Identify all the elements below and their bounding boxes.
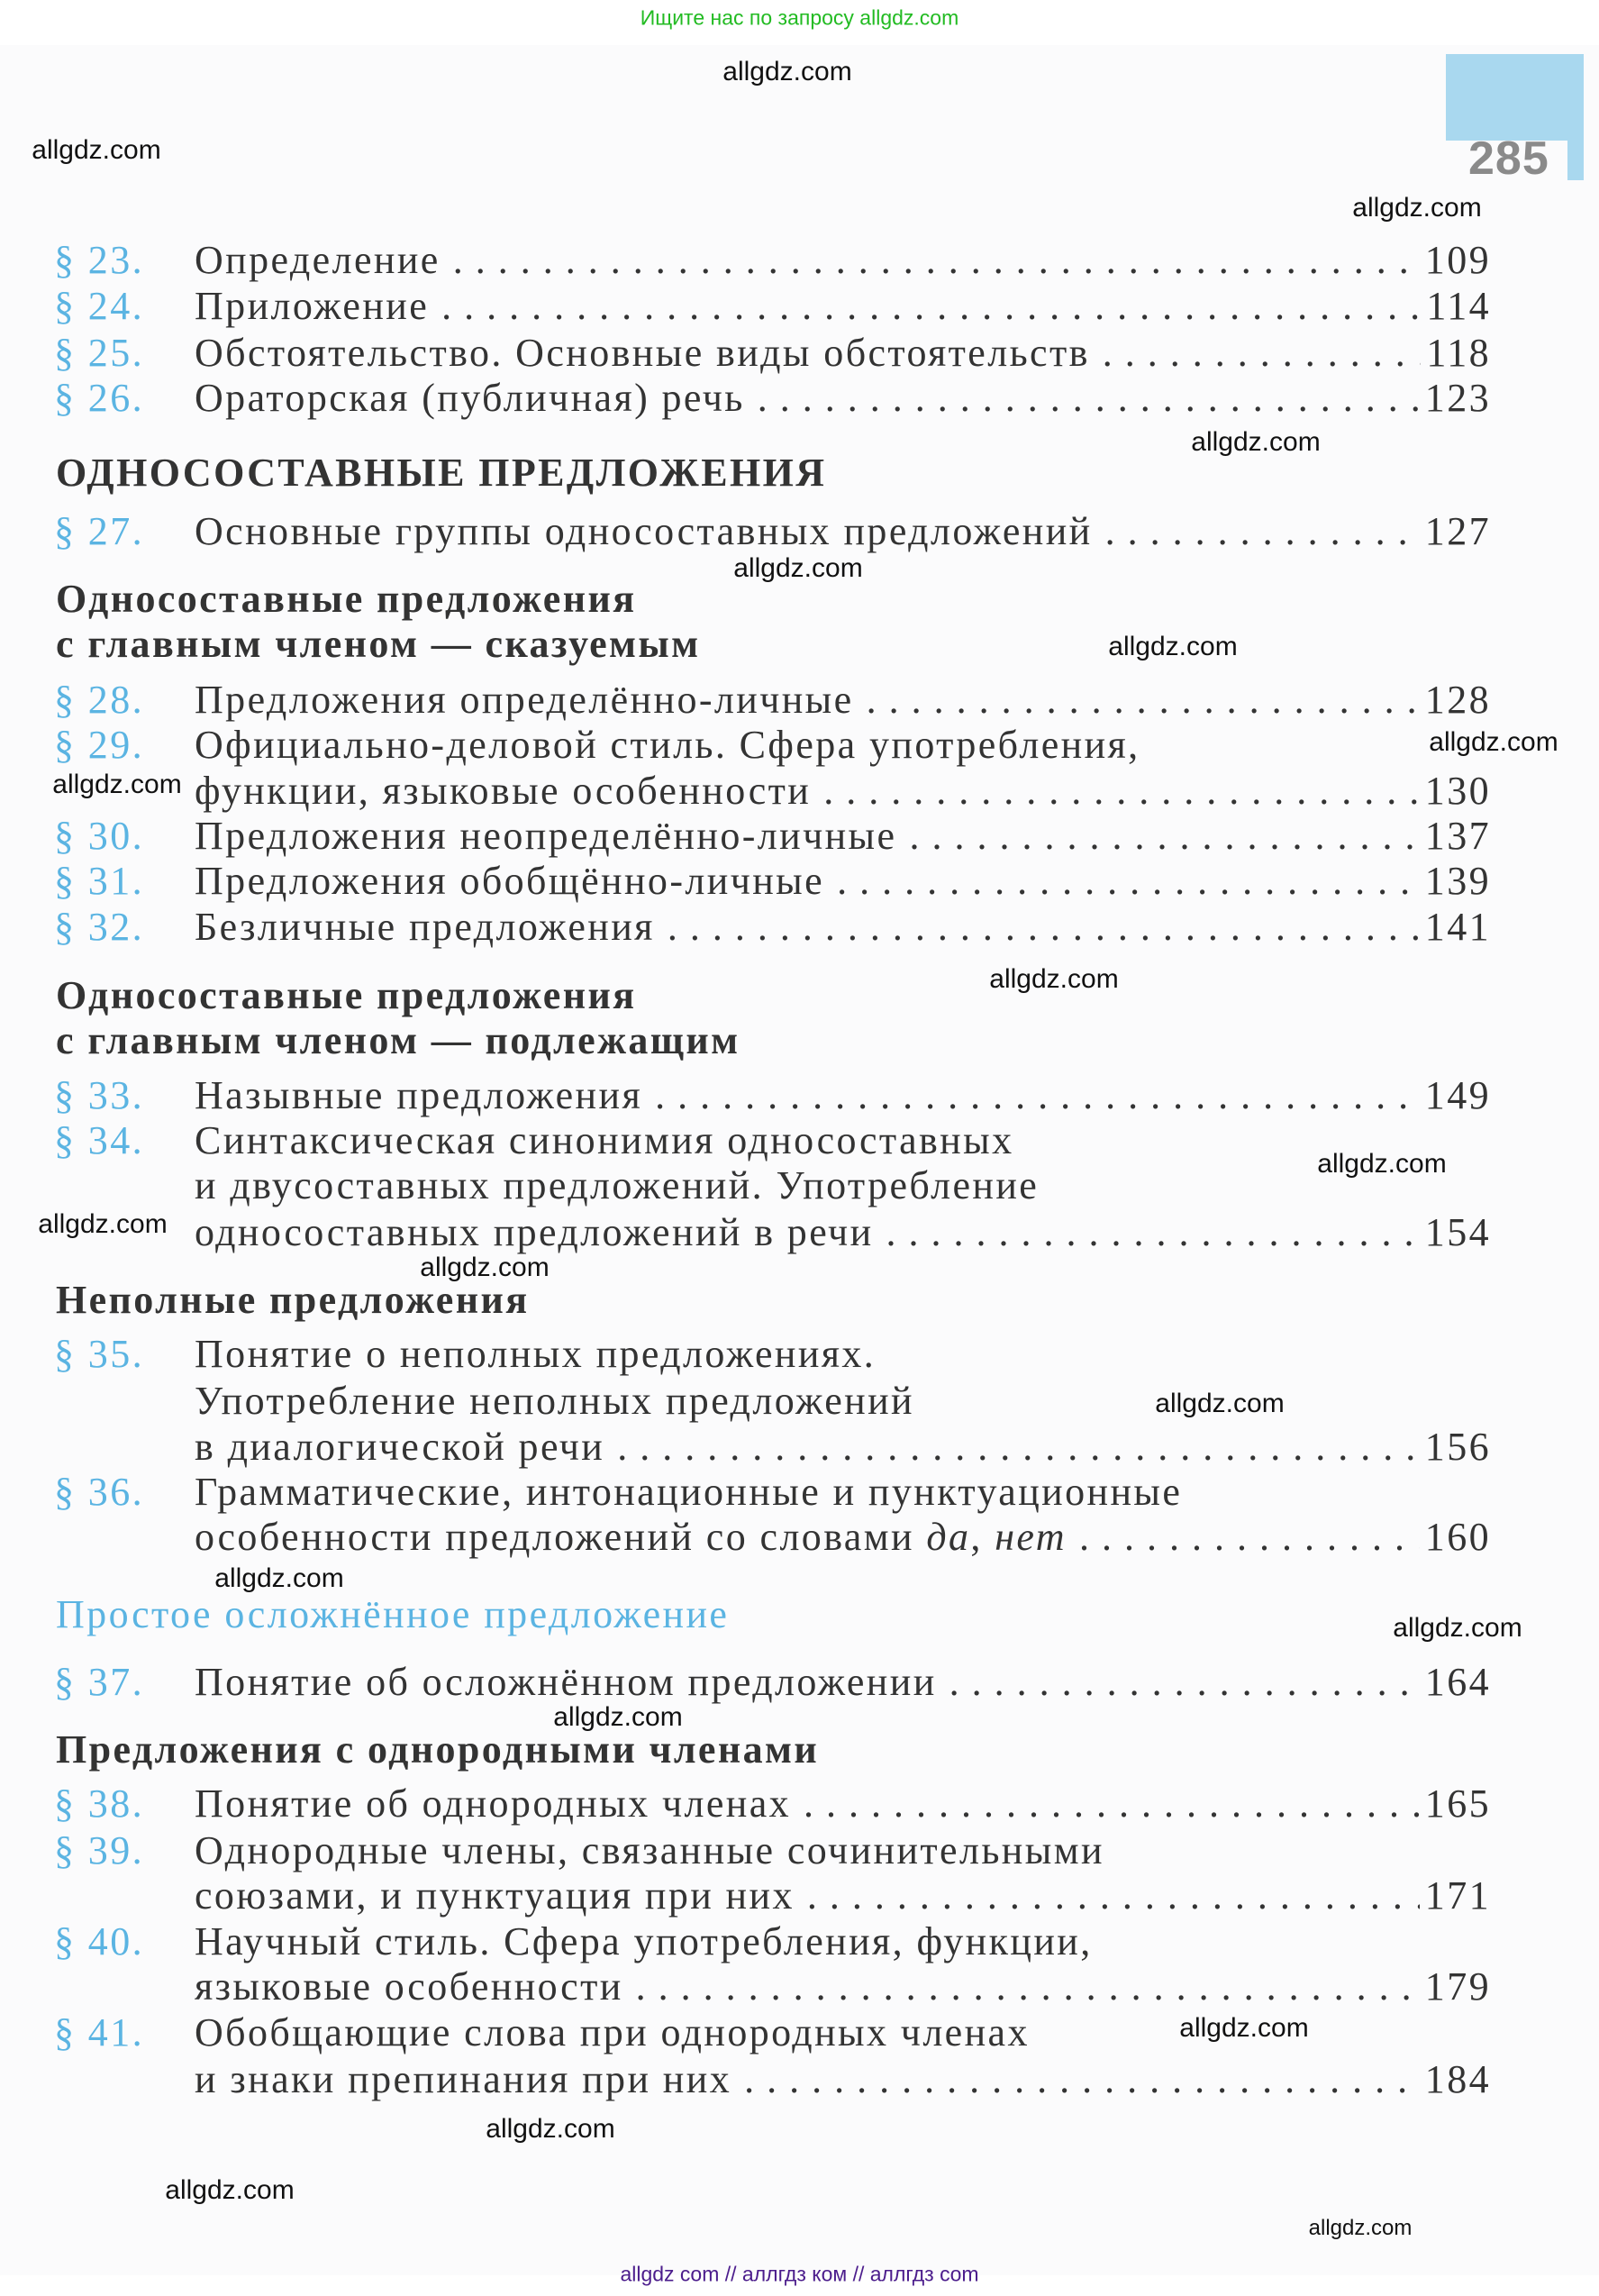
entry-text-line (195, 331, 1491, 376)
watermark-text: allgdz.com (1179, 2013, 1309, 2043)
dot-leader (949, 1660, 1420, 1705)
dot-leader (867, 678, 1420, 723)
toc-entry-line[interactable] (0, 723, 1599, 768)
toc-entry-line[interactable] (0, 1964, 1599, 2009)
toc-entry-line[interactable] (0, 1828, 1599, 1873)
toc-entry-line[interactable] (0, 1470, 1599, 1515)
toc-entry-line[interactable] (0, 769, 1599, 814)
subsection-heading (0, 622, 1599, 667)
entry-page-number[interactable]: 128 (1424, 678, 1491, 722)
entry-page-number[interactable]: 130 (1424, 769, 1491, 813)
heading-text: ОДНОСОСТАВНЫЕ ПРЕДЛОЖЕНИЯ (56, 451, 827, 495)
page-tab-strip (1567, 135, 1584, 180)
toc-entry-line[interactable] (0, 1210, 1599, 1255)
dot-leader (837, 859, 1420, 904)
toc-entry-line[interactable] (0, 678, 1599, 723)
paragraph-number: § 26. (54, 376, 144, 420)
watermark-text: allgdz.com (214, 1563, 344, 1593)
top-banner: Ищите нас по запросу allgdz.com (640, 5, 959, 30)
entry-page-number[interactable]: 179 (1424, 1964, 1491, 2009)
entry-title: Определение (195, 238, 441, 282)
entry-text-line (195, 1781, 1491, 1827)
heading-text: с главным членом — подлежащим (56, 1018, 740, 1062)
entry-page-number[interactable]: 156 (1424, 1425, 1491, 1469)
entry-title: Понятие об однородных членах (195, 1781, 792, 1826)
toc-entry-line[interactable] (0, 284, 1599, 329)
entry-text-line (195, 769, 1491, 814)
entry-text-line (195, 376, 1491, 421)
dot-leader (1079, 1515, 1420, 1560)
entry-title: Синтаксическая синонимия односоставных (195, 1118, 1014, 1162)
paragraph-number: § 36. (54, 1470, 144, 1514)
toc-entry-line[interactable] (0, 1781, 1599, 1827)
dot-leader (886, 1210, 1420, 1255)
dot-leader (744, 2057, 1420, 2102)
entry-text-line (195, 509, 1491, 554)
entry-text-line (195, 1425, 1491, 1470)
watermark-text: allgdz.com (1393, 1613, 1522, 1643)
entry-text-line (195, 723, 1491, 768)
entry-title: функции, языковые особенности (195, 769, 812, 813)
toc-entry-line[interactable] (0, 1379, 1599, 1424)
watermark-text: allgdz.com (38, 1209, 168, 1239)
entry-title-italic: нет (995, 1515, 1067, 1559)
page-tab-decoration (1446, 54, 1584, 141)
entry-title: особенности предложений со словами (195, 1515, 927, 1559)
entry-text-line (195, 284, 1491, 329)
toc-entry-line[interactable] (0, 859, 1599, 904)
entry-page-number[interactable]: 127 (1424, 509, 1491, 553)
toc-entry-line[interactable] (0, 331, 1599, 376)
bottom-banner: allgdz com // аллгдз ком // аллгдз com (620, 2262, 979, 2286)
entry-title: Предложения неопределённо-личные (195, 814, 897, 858)
entry-title: и знаки препинания при них (195, 2057, 732, 2101)
watermark-text: allgdz.com (420, 1253, 550, 1282)
dot-leader (453, 238, 1420, 283)
paragraph-number: § 31. (54, 859, 144, 903)
entry-text-line (195, 1660, 1491, 1705)
entry-title: и двусоставных предложений. Употребление (195, 1163, 1040, 1207)
entry-title: Безличные предложения (195, 905, 655, 949)
paragraph-number: § 35. (54, 1332, 144, 1376)
entry-page-number[interactable]: 109 (1424, 238, 1491, 282)
dot-leader (823, 769, 1420, 814)
watermark-text: allgdz.com (733, 553, 863, 583)
entry-title: Приложение (195, 284, 430, 328)
entry-text-line (195, 238, 1491, 283)
paragraph-number: § 39. (54, 1828, 144, 1872)
entry-text-line (195, 1163, 1491, 1208)
paragraph-number: § 27. (54, 509, 144, 553)
entry-page-number[interactable]: 118 (1426, 331, 1491, 375)
heading-text: Неполные предложения (56, 1278, 530, 1322)
watermark-text: allgdz.com (1155, 1389, 1285, 1418)
dot-leader (804, 1781, 1420, 1827)
entry-text-line (195, 2057, 1491, 2102)
watermark-text: allgdz.com (722, 57, 852, 87)
paragraph-number: § 33. (54, 1073, 144, 1117)
watermark-text: allgdz.com (1352, 193, 1482, 223)
watermark-text: allgdz.com (1308, 2216, 1413, 2240)
toc-entry-line[interactable] (0, 2057, 1599, 2102)
entry-page-number[interactable]: 123 (1424, 376, 1491, 420)
toc-entry-line[interactable] (0, 1873, 1599, 1918)
entry-title: Понятие о неполных предложениях. (195, 1332, 877, 1376)
entry-title: в диалогической речи (195, 1425, 605, 1469)
entry-title: Ораторская (публичная) речь (195, 376, 745, 420)
entry-title: Назывные предложения (195, 1073, 643, 1117)
dot-leader (758, 376, 1420, 421)
entry-title: Употребление неполных предложений (195, 1379, 914, 1423)
paragraph-number: § 23. (54, 238, 144, 282)
entry-title: союзами, и пунктуация при них (195, 1873, 795, 1918)
paragraph-number: § 25. (54, 331, 144, 375)
paragraph-number: § 41. (54, 2010, 144, 2055)
paragraph-number: § 24. (54, 284, 144, 328)
entry-page-number[interactable]: 137 (1424, 814, 1491, 858)
entry-title: Предложения определённо-личные (195, 678, 854, 722)
subsection-heading (0, 1727, 1599, 1772)
watermark-text: allgdz.com (32, 135, 161, 165)
entry-text-line (195, 1118, 1491, 1163)
watermark-text: allgdz.com (52, 770, 182, 799)
toc-entry-line[interactable] (0, 1332, 1599, 1377)
entry-page-number[interactable]: 160 (1424, 1515, 1491, 1559)
entry-title: Основные группы односоставных предложений (195, 509, 1093, 553)
watermark-text: allgdz.com (989, 964, 1119, 994)
dot-leader (1105, 509, 1420, 554)
toc-entry-line[interactable] (0, 1919, 1599, 1964)
entry-text-line (195, 1073, 1491, 1118)
entry-text-line (195, 1379, 1491, 1424)
subsection-heading (0, 451, 1599, 496)
entry-page-number[interactable]: 139 (1424, 859, 1491, 903)
paragraph-number: § 38. (54, 1781, 144, 1826)
subsection-heading (0, 973, 1599, 1018)
watermark-text: allgdz.com (553, 1702, 683, 1732)
subsection-heading (0, 1018, 1599, 1063)
entry-text-line (195, 905, 1491, 950)
entry-page-number[interactable]: 171 (1424, 1873, 1491, 1918)
dot-leader (655, 1073, 1420, 1118)
toc-entry-line[interactable] (0, 376, 1599, 421)
entry-page-number[interactable]: 165 (1424, 1781, 1491, 1826)
watermark-text: allgdz.com (1429, 727, 1558, 757)
watermark-text: allgdz.com (165, 2175, 295, 2205)
paragraph-number: § 28. (54, 678, 144, 722)
heading-text: Предложения с однородными членами (56, 1727, 820, 1772)
entry-page-number[interactable]: 141 (1424, 905, 1491, 949)
entry-title: Обстоятельство. Основные виды обстоятельств (195, 331, 1090, 375)
entry-text-line (195, 814, 1491, 859)
paragraph-number: § 37. (54, 1660, 144, 1704)
watermark-text: allgdz.com (486, 2114, 615, 2144)
dot-leader (617, 1425, 1420, 1470)
heading-text: Простое осложнённое предложение (56, 1592, 730, 1636)
paragraph-number: § 29. (54, 723, 144, 767)
entry-text-line (195, 1873, 1491, 1918)
entry-text-line (195, 1515, 1491, 1560)
entry-title: языковые особенности (195, 1964, 623, 2009)
entry-title-italic: да (926, 1515, 971, 1559)
entry-text-line (195, 1332, 1491, 1377)
entry-title: Официально-деловой стиль. Сфера употребления, (195, 723, 1140, 767)
toc-entry-line[interactable] (0, 1073, 1599, 1118)
entry-text-line (195, 678, 1491, 723)
entry-title: Предложения обобщённо-личные (195, 859, 825, 903)
paragraph-number: § 30. (54, 814, 144, 858)
entry-page-number[interactable]: 149 (1424, 1073, 1491, 1117)
entry-title: Грамматические, интонационные и пунктуационные (195, 1470, 1183, 1514)
entry-text-line (195, 1919, 1491, 1964)
entry-text-line (195, 1210, 1491, 1255)
entry-title: односоставных предложений в речи (195, 1210, 874, 1254)
dot-leader (668, 905, 1420, 950)
entry-text-line (195, 1470, 1491, 1515)
entry-page-number[interactable]: 154 (1424, 1210, 1491, 1254)
watermark-text: allgdz.com (1191, 427, 1321, 457)
entry-title: Однородные члены, связанные сочинительными (195, 1828, 1104, 1872)
entry-text-line (195, 1964, 1491, 2009)
section-heading (0, 1592, 1599, 1637)
page-number: 285 (1468, 132, 1549, 185)
heading-text: Односоставные предложения (56, 577, 637, 621)
dot-leader (636, 1964, 1420, 2009)
entry-text-line (195, 859, 1491, 904)
dot-leader (807, 1873, 1420, 1918)
watermark-text: allgdz.com (1108, 632, 1238, 661)
paragraph-number: § 32. (54, 905, 144, 949)
entry-page-number[interactable]: 184 (1424, 2057, 1491, 2101)
dot-leader (1103, 331, 1422, 376)
entry-title: Научный стиль. Сфера употребления, функции, (195, 1919, 1093, 1963)
heading-text: с главным членом — сказуемым (56, 622, 701, 666)
toc-entry-line[interactable] (0, 509, 1599, 554)
toc-entry-line[interactable] (0, 2010, 1599, 2055)
subsection-heading (0, 1278, 1599, 1323)
entry-title: Понятие об осложнённом предложении (195, 1660, 937, 1704)
toc-entry-line[interactable] (0, 1425, 1599, 1470)
entry-text-line (195, 1828, 1491, 1873)
toc-entry-line[interactable] (0, 238, 1599, 283)
paragraph-number: § 34. (54, 1118, 144, 1162)
toc-entry-line[interactable] (0, 905, 1599, 950)
entry-page-number[interactable]: 114 (1426, 284, 1491, 328)
dot-leader (909, 814, 1419, 859)
entry-title: Обобщающие слова при однородных членах (195, 2010, 1030, 2055)
toc-entry-line[interactable] (0, 1660, 1599, 1705)
toc-entry-line[interactable] (0, 1515, 1599, 1560)
watermark-text: allgdz.com (1317, 1149, 1447, 1179)
entry-page-number[interactable]: 164 (1424, 1660, 1491, 1704)
paragraph-number: § 40. (54, 1919, 144, 1963)
toc-entry-line[interactable] (0, 814, 1599, 859)
dot-leader (441, 284, 1421, 329)
heading-text: Односоставные предложения (56, 973, 637, 1017)
entry-title-separator: , (970, 1515, 995, 1559)
